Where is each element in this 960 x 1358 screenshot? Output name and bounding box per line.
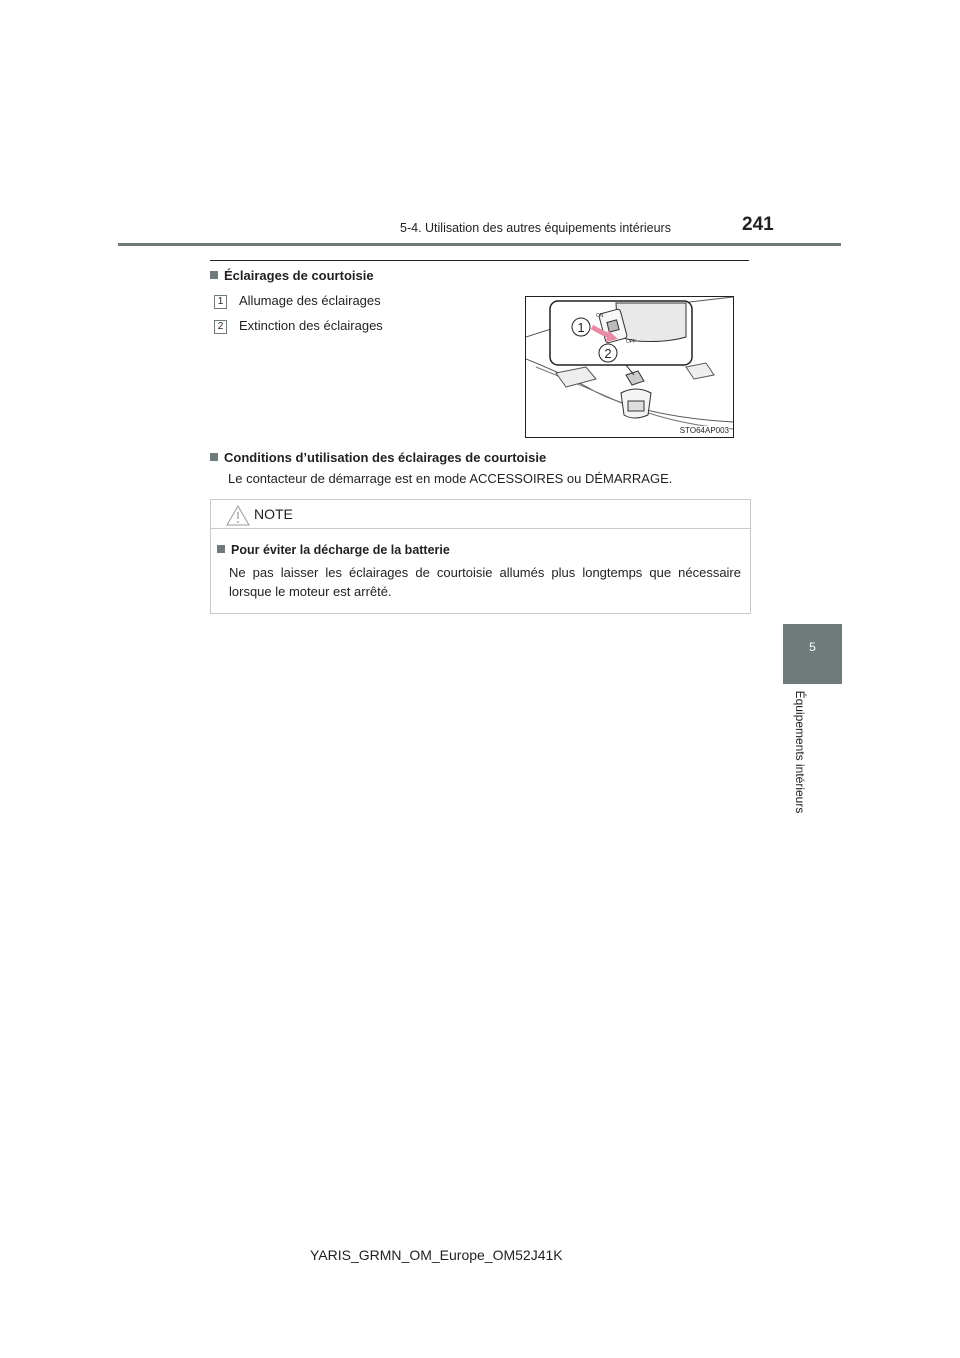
square-bullet-icon	[210, 271, 218, 279]
content-rule	[210, 260, 749, 261]
note-divider	[211, 528, 750, 529]
chapter-label: Équipements intérieurs	[793, 690, 807, 814]
step-label: Extinction des éclairages	[239, 318, 383, 333]
header-rule	[118, 243, 841, 246]
footer-doc-id: YARIS_GRMN_OM_Europe_OM52J41K	[310, 1247, 563, 1263]
section-heading-text: Conditions d’utilisation des éclairages de courtoisie	[224, 450, 547, 465]
note-body-text: Ne pas laisser les éclairages de courtoisie allumés plus longtemps que nécessaire lorsque le moteur est arrêté.	[229, 565, 741, 599]
note-box	[210, 499, 751, 614]
warning-triangle-icon	[226, 505, 250, 526]
callout-1: 1	[577, 320, 585, 335]
ceiling-illustration	[526, 297, 733, 437]
chapter-tab	[783, 624, 842, 684]
chapter-number: 5	[809, 640, 816, 654]
section-heading-text: Éclairages de courtoisie	[224, 268, 374, 283]
square-bullet-icon	[217, 545, 225, 553]
switch-label-on: ON	[596, 313, 604, 319]
step-item	[214, 293, 381, 309]
note-title: NOTE	[254, 506, 293, 522]
section-heading-conditions	[210, 450, 546, 465]
header-section-title: 5-4. Utilisation des autres équipements intérieurs	[400, 221, 671, 235]
section-body-text: Le contacteur de démarrage est en mode ACCESSOIRES ou DÉMARRAGE.	[228, 471, 673, 486]
figure-code: STO64AP003	[679, 426, 729, 435]
callout-2: 2	[604, 346, 612, 361]
step-label: Allumage des éclairages	[239, 293, 381, 308]
square-bullet-icon	[210, 453, 218, 461]
page-number: 241	[742, 214, 774, 235]
step-number: 2	[214, 320, 227, 334]
step-number: 1	[214, 295, 227, 309]
switch-label-off: OFF	[626, 339, 636, 345]
step-item	[214, 318, 383, 334]
note-subheading-text: Pour éviter la décharge de la batterie	[231, 543, 450, 557]
section-heading-courtesy-lights	[210, 268, 374, 283]
note-subheading	[217, 543, 450, 557]
courtesy-light-figure	[525, 296, 734, 438]
